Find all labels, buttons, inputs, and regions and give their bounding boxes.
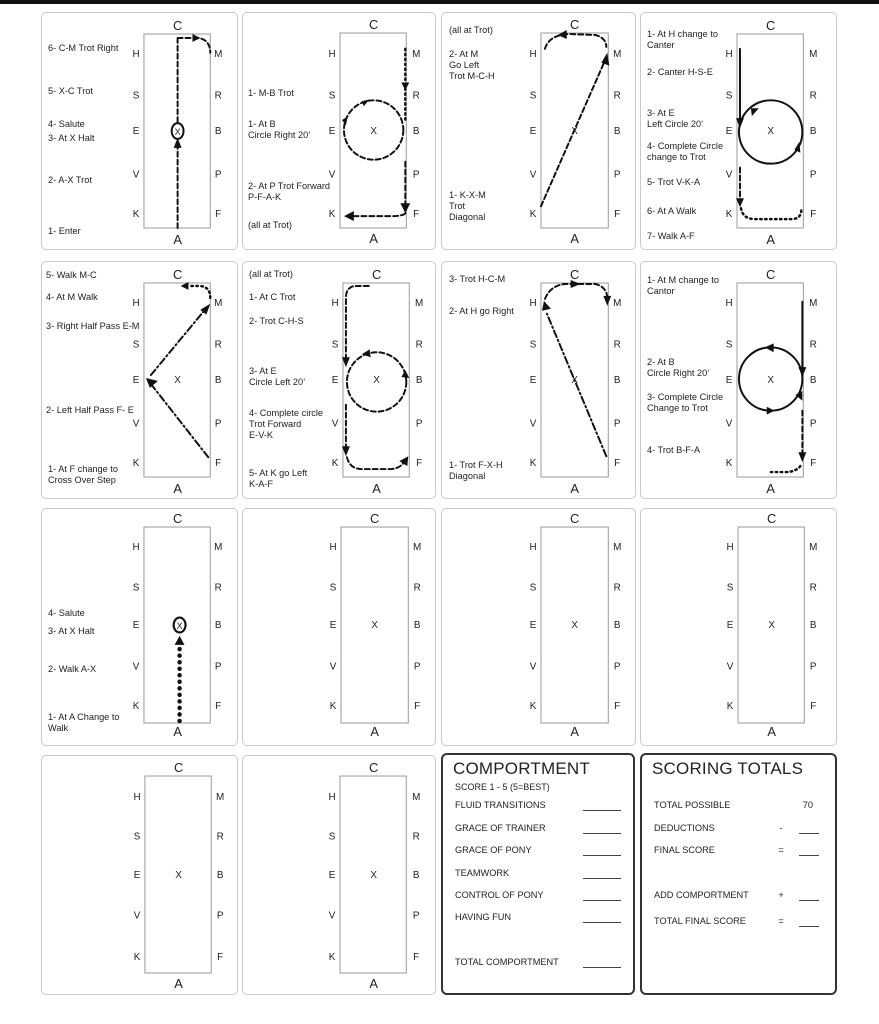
step-3: 3- Complete Circle Change to Trot xyxy=(647,392,724,413)
test-card-3 xyxy=(441,12,636,250)
svg-text:F: F xyxy=(614,701,621,713)
final-score-row: FINAL SCORE = xyxy=(654,845,827,859)
score-blank[interactable] xyxy=(583,967,621,968)
step-1: 1- K-X-M Trot Diagonal xyxy=(449,190,486,222)
svg-text:P: P xyxy=(809,418,817,430)
svg-text:P: P xyxy=(412,169,420,181)
svg-text:C: C xyxy=(172,511,183,527)
svg-text:P: P xyxy=(413,661,421,673)
svg-text:S: S xyxy=(726,582,734,594)
svg-text:B: B xyxy=(214,619,222,631)
svg-text:K: K xyxy=(529,701,537,713)
svg-text:R: R xyxy=(412,90,420,102)
step-5: 5- At K go Left K-A-F xyxy=(249,468,308,489)
svg-text:A: A xyxy=(173,231,182,247)
svg-text:V: V xyxy=(132,661,140,673)
svg-text:B: B xyxy=(412,869,420,881)
svg-text:R: R xyxy=(809,90,817,102)
svg-text:K: K xyxy=(328,209,336,221)
score-row-grace-of-pony: GRACE OF PONY xyxy=(455,845,625,859)
step-4: 4- Trot B-F-A xyxy=(647,445,701,455)
step-2: 2- Trot C-H-S xyxy=(249,316,304,326)
svg-text:E: E xyxy=(725,374,733,386)
comportment-panel xyxy=(441,753,635,995)
svg-text:S: S xyxy=(328,831,336,843)
svg-text:X: X xyxy=(571,374,578,386)
svg-text:R: R xyxy=(216,831,224,843)
svg-text:V: V xyxy=(529,169,537,181)
step-note: (all at Trot) xyxy=(249,269,293,279)
test-card-7 xyxy=(441,261,636,499)
svg-text:E: E xyxy=(328,125,336,137)
comportment-title: COMPORTMENT xyxy=(453,759,590,778)
svg-text:B: B xyxy=(214,374,222,386)
comportment-subtitle: SCORE 1 - 5 (5=BEST) xyxy=(455,782,550,792)
step-1: 1- M-B Trot xyxy=(248,88,294,98)
score-blank[interactable] xyxy=(583,922,621,923)
top-rule xyxy=(0,0,879,4)
step-3: 3- Trot H-C-M xyxy=(449,274,506,284)
step-4: 4- Complete Circle change to Trot xyxy=(647,141,724,162)
svg-text:C: C xyxy=(569,267,580,283)
svg-text:X: X xyxy=(370,125,377,137)
svg-text:R: R xyxy=(413,582,421,594)
svg-text:B: B xyxy=(415,374,423,386)
step-3: 3- At E Left Circle 20’ xyxy=(647,108,704,129)
svg-text:F: F xyxy=(215,209,222,221)
step-1: 1- At M change to Cantor xyxy=(647,275,720,296)
svg-text:E: E xyxy=(132,619,140,631)
svg-text:E: E xyxy=(529,619,537,631)
svg-text:B: B xyxy=(413,619,421,631)
svg-text:A: A xyxy=(570,230,579,246)
step-note: (all at Trot) xyxy=(449,25,493,35)
svg-text:H: H xyxy=(133,791,141,803)
svg-text:F: F xyxy=(614,209,621,221)
svg-text:C: C xyxy=(173,760,184,776)
svg-text:K: K xyxy=(133,952,141,964)
svg-text:V: V xyxy=(529,418,537,430)
svg-text:A: A xyxy=(372,480,381,496)
svg-text:S: S xyxy=(132,90,140,102)
svg-text:R: R xyxy=(214,339,222,351)
step-5: 5- Trot V-K-A xyxy=(647,177,701,187)
svg-text:V: V xyxy=(132,418,140,430)
svg-text:P: P xyxy=(613,661,621,673)
step-2: 2- At M Go Left Trot M-C-H xyxy=(449,49,495,81)
svg-text:C: C xyxy=(569,511,580,527)
svg-text:R: R xyxy=(613,582,621,594)
deductions-row: DEDUCTIONS - xyxy=(654,823,827,837)
svg-text:S: S xyxy=(132,582,140,594)
svg-text:S: S xyxy=(529,339,537,351)
svg-text:X: X xyxy=(767,125,774,137)
svg-text:A: A xyxy=(766,231,775,247)
step-6: 6- C-M Trot Right xyxy=(48,43,119,53)
svg-text:E: E xyxy=(132,125,140,137)
test-card-11 xyxy=(441,508,636,746)
test-card-9 xyxy=(41,508,238,746)
svg-text:S: S xyxy=(328,90,336,102)
svg-text:H: H xyxy=(529,48,537,60)
svg-text:H: H xyxy=(529,297,537,309)
svg-text:M: M xyxy=(214,48,223,60)
svg-text:S: S xyxy=(331,339,339,351)
svg-text:F: F xyxy=(413,952,420,964)
svg-text:H: H xyxy=(725,48,733,60)
svg-text:K: K xyxy=(529,458,537,470)
svg-text:X: X xyxy=(175,869,182,881)
svg-text:R: R xyxy=(214,582,222,594)
test-card-12 xyxy=(640,508,837,746)
svg-text:X: X xyxy=(174,374,181,386)
score-blank[interactable] xyxy=(583,833,621,834)
svg-text:H: H xyxy=(329,541,337,553)
svg-text:A: A xyxy=(370,723,379,739)
svg-text:F: F xyxy=(414,701,421,713)
arena-diagram xyxy=(442,509,635,745)
svg-text:A: A xyxy=(173,723,182,739)
svg-text:F: F xyxy=(614,458,621,470)
svg-text:K: K xyxy=(132,209,140,221)
step-2: 2- At B Circle Right 20’ xyxy=(647,357,710,378)
svg-text:X: X xyxy=(767,374,774,386)
total-final-blank[interactable] xyxy=(799,926,819,927)
svg-text:E: E xyxy=(529,125,537,137)
scoring-totals-panel xyxy=(640,753,837,995)
svg-text:F: F xyxy=(810,458,817,470)
svg-text:M: M xyxy=(415,297,424,309)
svg-text:S: S xyxy=(133,831,141,843)
step-1: 1- At A Change to Walk xyxy=(48,712,120,733)
total-possible-value: 70 xyxy=(802,800,813,810)
svg-text:E: E xyxy=(132,374,140,386)
svg-text:X: X xyxy=(571,619,578,631)
step-4: 4- Salute xyxy=(48,608,85,618)
svg-text:V: V xyxy=(331,418,339,430)
svg-text:A: A xyxy=(369,975,378,991)
step-2: 2- Canter H-S-E xyxy=(647,67,713,77)
svg-text:K: K xyxy=(328,952,336,964)
svg-text:A: A xyxy=(570,723,579,739)
arena-diagram xyxy=(641,509,836,745)
svg-text:E: E xyxy=(725,125,733,137)
svg-text:R: R xyxy=(809,582,817,594)
score-row-teamwork: TEAMWORK xyxy=(455,868,625,882)
svg-text:R: R xyxy=(214,90,222,102)
test-card-1 xyxy=(41,12,238,250)
svg-text:C: C xyxy=(766,267,776,283)
svg-text:C: C xyxy=(172,267,183,283)
step-3: 3- At X Halt xyxy=(48,626,95,636)
svg-text:E: E xyxy=(329,619,337,631)
svg-text:F: F xyxy=(416,458,423,470)
svg-text:V: V xyxy=(328,169,336,181)
svg-text:P: P xyxy=(613,418,621,430)
step-1: 1- Enter xyxy=(48,226,81,236)
arena-diagram xyxy=(641,262,836,498)
svg-text:V: V xyxy=(133,910,141,922)
svg-text:P: P xyxy=(809,169,817,181)
step-1: 1- Trot F-X-H Diagonal xyxy=(449,460,503,481)
svg-text:H: H xyxy=(132,297,140,309)
test-card-4 xyxy=(640,12,837,250)
score-blank[interactable] xyxy=(583,810,621,811)
step-1: 1- At C Trot xyxy=(249,292,296,302)
svg-text:C: C xyxy=(369,511,380,527)
step-2: 2- Left Half Pass F- E xyxy=(46,405,134,415)
step-3: 3- At E Circle Left 20’ xyxy=(249,366,306,387)
svg-text:P: P xyxy=(214,169,222,181)
score-row-control-of-pony: CONTROL OF PONY xyxy=(455,890,625,904)
svg-text:M: M xyxy=(412,791,421,803)
step-note: (all at Trot) xyxy=(248,220,292,230)
svg-text:R: R xyxy=(809,339,817,351)
step-1: 1- At H change to Canter xyxy=(647,29,718,50)
svg-text:E: E xyxy=(133,869,141,881)
svg-text:A: A xyxy=(173,480,182,496)
svg-text:R: R xyxy=(412,831,420,843)
svg-text:C: C xyxy=(371,267,382,283)
svg-text:M: M xyxy=(809,48,818,60)
svg-text:F: F xyxy=(413,209,420,221)
svg-text:X: X xyxy=(174,126,181,137)
svg-text:K: K xyxy=(329,701,337,713)
final-score-blank[interactable] xyxy=(799,855,819,856)
svg-text:P: P xyxy=(412,910,420,922)
svg-text:V: V xyxy=(529,661,537,673)
step-5: 5- Walk M-C xyxy=(46,270,97,280)
test-card-5 xyxy=(41,261,238,499)
test-card-8 xyxy=(640,261,837,499)
score-row-having-fun: HAVING FUN xyxy=(455,912,625,926)
svg-text:R: R xyxy=(613,339,621,351)
svg-text:A: A xyxy=(766,480,775,496)
step-3: 3- At X Halt xyxy=(48,133,95,143)
step-2: 1- At B Circle Right 20’ xyxy=(248,119,311,140)
svg-text:B: B xyxy=(613,619,621,631)
svg-text:X: X xyxy=(371,619,378,631)
svg-text:V: V xyxy=(725,169,733,181)
svg-text:B: B xyxy=(214,125,222,137)
svg-text:K: K xyxy=(132,458,140,470)
svg-text:H: H xyxy=(726,541,734,553)
score-blank[interactable] xyxy=(583,855,621,856)
svg-text:C: C xyxy=(767,511,777,527)
svg-text:V: V xyxy=(328,910,336,922)
svg-text:H: H xyxy=(328,48,336,60)
svg-text:B: B xyxy=(412,125,420,137)
svg-text:R: R xyxy=(613,90,621,102)
svg-text:K: K xyxy=(529,209,537,221)
svg-text:K: K xyxy=(726,701,734,713)
svg-text:C: C xyxy=(172,18,183,34)
step-6: 6- At A Walk xyxy=(647,206,697,216)
step-2: 2- A-X Trot xyxy=(48,175,92,185)
svg-text:H: H xyxy=(132,48,140,60)
svg-text:B: B xyxy=(809,374,817,386)
add-comportment-row: ADD COMPORTMENT + xyxy=(654,890,827,904)
svg-text:F: F xyxy=(217,952,224,964)
svg-text:K: K xyxy=(331,458,339,470)
svg-text:E: E xyxy=(726,619,734,631)
scoring-title: SCORING TOTALS xyxy=(652,759,804,778)
svg-text:P: P xyxy=(214,418,222,430)
svg-text:S: S xyxy=(725,90,733,102)
svg-text:X: X xyxy=(176,620,183,631)
svg-text:M: M xyxy=(412,48,421,60)
svg-text:B: B xyxy=(216,869,224,881)
step-3: 2- At P Trot Forward P-F-A-K xyxy=(248,181,331,202)
svg-text:C: C xyxy=(368,760,379,776)
svg-text:V: V xyxy=(725,418,733,430)
score-row-fluid-transitions: FLUID TRANSITIONS xyxy=(455,800,625,814)
test-card-13 xyxy=(41,755,238,995)
test-card-14 xyxy=(242,755,436,995)
svg-text:H: H xyxy=(331,297,339,309)
svg-text:E: E xyxy=(529,374,537,386)
svg-text:M: M xyxy=(216,791,225,803)
step-2: 2- At H go Right xyxy=(449,306,514,316)
svg-text:P: P xyxy=(216,910,224,922)
svg-text:K: K xyxy=(725,209,733,221)
test-card-10 xyxy=(242,508,436,746)
step-1: 1- At F change to Cross Over Step xyxy=(48,464,118,485)
svg-text:V: V xyxy=(329,661,337,673)
svg-text:A: A xyxy=(174,975,183,991)
svg-text:X: X xyxy=(373,374,380,386)
step-3: 3- Right Half Pass E-M xyxy=(46,321,140,331)
svg-text:M: M xyxy=(809,541,818,553)
svg-text:F: F xyxy=(810,209,817,221)
svg-text:S: S xyxy=(725,339,733,351)
arena-diagram xyxy=(243,509,435,745)
svg-text:A: A xyxy=(570,480,579,496)
svg-text:H: H xyxy=(132,541,140,553)
score-row-grace-of-trainer: GRACE OF TRAINER xyxy=(455,823,625,837)
score-blank[interactable] xyxy=(583,878,621,879)
svg-text:H: H xyxy=(529,541,537,553)
svg-text:P: P xyxy=(214,661,222,673)
svg-text:S: S xyxy=(529,90,537,102)
svg-text:B: B xyxy=(613,125,621,137)
svg-text:P: P xyxy=(613,169,621,181)
total-possible-row: TOTAL POSSIBLE 70 xyxy=(654,800,813,810)
svg-text:S: S xyxy=(329,582,337,594)
svg-text:K: K xyxy=(132,701,140,713)
svg-text:C: C xyxy=(368,17,379,33)
svg-text:X: X xyxy=(370,869,377,881)
svg-text:S: S xyxy=(132,339,140,351)
svg-text:M: M xyxy=(214,541,223,553)
step-5: 5- X-C Trot xyxy=(48,86,93,96)
svg-text:B: B xyxy=(809,619,817,631)
svg-text:V: V xyxy=(726,661,734,673)
score-row-total-comportment: TOTAL COMPORTMENT xyxy=(455,957,625,971)
add-comportment-blank[interactable] xyxy=(799,900,819,901)
svg-text:X: X xyxy=(768,619,775,631)
svg-text:F: F xyxy=(810,701,817,713)
step-7: 7- Walk A-F xyxy=(647,231,695,241)
step-4: 4- Salute xyxy=(48,119,85,129)
svg-text:B: B xyxy=(613,374,621,386)
test-card-6 xyxy=(242,261,436,499)
total-final-score-row: TOTAL FINAL SCORE = xyxy=(654,916,827,930)
svg-text:H: H xyxy=(725,297,733,309)
svg-text:P: P xyxy=(809,661,817,673)
svg-text:K: K xyxy=(725,458,733,470)
svg-text:C: C xyxy=(569,17,580,33)
svg-text:M: M xyxy=(413,541,422,553)
step-4: 4- At M Walk xyxy=(46,292,98,302)
step-4: 4- Complete circle Trot Forward E-V-K xyxy=(249,408,324,440)
svg-text:C: C xyxy=(766,18,776,34)
svg-text:M: M xyxy=(809,297,818,309)
svg-text:A: A xyxy=(369,230,378,246)
svg-text:S: S xyxy=(529,582,537,594)
deductions-blank[interactable] xyxy=(799,833,819,834)
svg-text:B: B xyxy=(809,125,817,137)
svg-text:A: A xyxy=(767,723,776,739)
svg-text:M: M xyxy=(214,297,223,309)
svg-text:E: E xyxy=(331,374,339,386)
svg-text:H: H xyxy=(328,791,336,803)
arena-diagram xyxy=(243,756,435,994)
step-2: 2- Walk A-X xyxy=(48,664,97,674)
svg-text:V: V xyxy=(132,169,140,181)
svg-text:X: X xyxy=(571,125,578,137)
arena-diagram xyxy=(42,756,237,994)
svg-text:M: M xyxy=(613,541,622,553)
svg-text:E: E xyxy=(328,869,336,881)
svg-text:M: M xyxy=(613,48,622,60)
svg-text:F: F xyxy=(215,458,222,470)
test-card-2 xyxy=(242,12,436,250)
score-blank[interactable] xyxy=(583,900,621,901)
svg-text:P: P xyxy=(415,418,423,430)
svg-text:R: R xyxy=(415,339,423,351)
svg-text:M: M xyxy=(613,297,622,309)
svg-text:F: F xyxy=(215,701,222,713)
